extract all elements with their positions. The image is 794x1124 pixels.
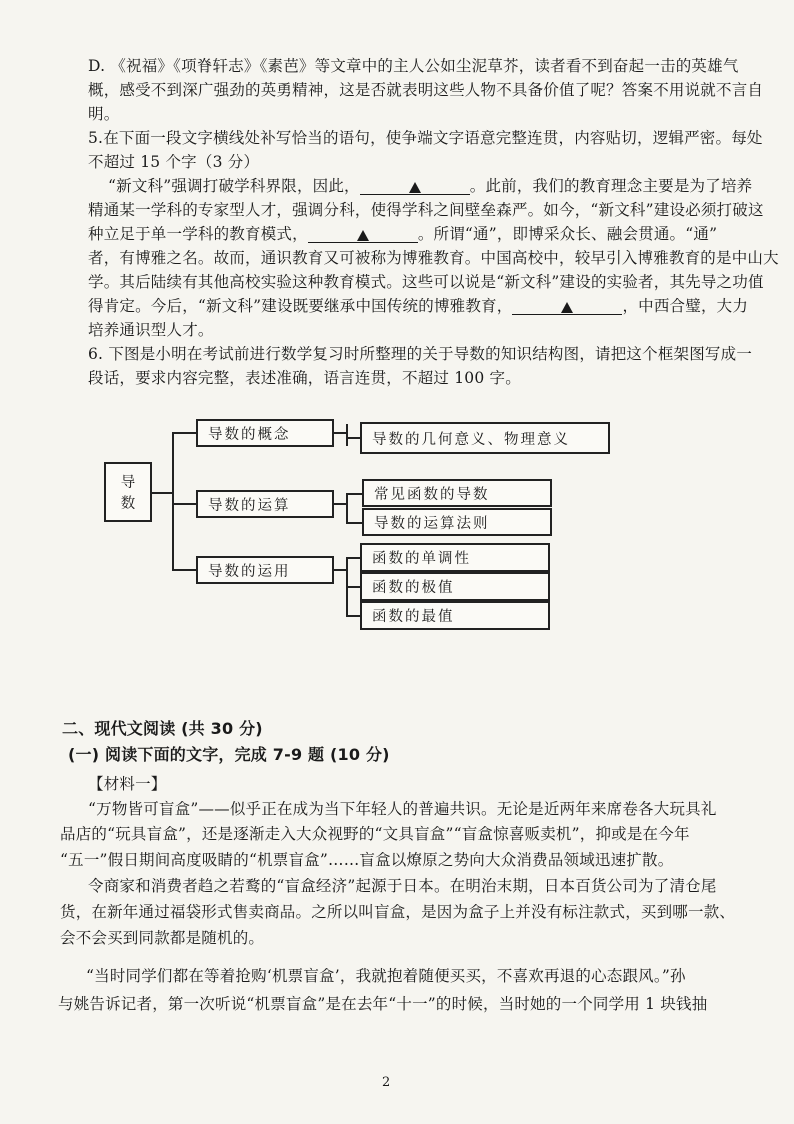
q5-text: 。此前，我们的教育理念主要是为了培养: [469, 177, 753, 195]
branch-box-operation: 导数的运算: [196, 490, 334, 518]
q5-passage-line-6: [88, 294, 748, 316]
q5-text: 。所谓“通”，即博采众长、融会贯通。“通”: [417, 225, 718, 243]
triangle-icon: [357, 230, 369, 241]
subsection-heading: (一) 阅读下面的文字，完成 7-9 题 (10 分): [68, 745, 390, 764]
leaf-box: 导数的运算法则: [362, 508, 552, 536]
triangle-icon: [409, 182, 421, 193]
q5-passage-line-3: [88, 222, 717, 244]
reading-line-5: 货，在新年通过福袋形式售卖商品。之所以叫盲盒，是因为盒子上并没有标注款式，买到哪一款、: [60, 903, 736, 921]
option-d-line-1: D. 《祝福》《项脊轩志》《素芭》等文章中的主人公如尘泥草芥，读者看不到奋起一击的英雄气: [88, 57, 739, 75]
root-box: [104, 462, 152, 522]
bracket-line: [346, 424, 348, 446]
answer-blank-2[interactable]: [308, 226, 418, 243]
q5-text: 种立足于单一学科的教育模式，: [88, 225, 308, 243]
q6-prompt-line-1: 6. 下图是小明在考试前进行数学复习时所整理的关于导数的知识结构图，请把这个框架图写成一: [88, 345, 753, 363]
reading-line-7: “当时同学们都在等着抢购‘机票盲盒’，我就抱着随便买买，不喜欢再退的心态跟风。”孙: [86, 967, 686, 985]
q5-text: 得肯定。今后，“新文科”建设既要继承中国传统的博雅教育，: [88, 297, 513, 315]
q5-prompt-line-2: 不超过 15 个字（3 分）: [88, 153, 260, 171]
section-heading: 二、现代文阅读 (共 30 分): [62, 719, 263, 738]
root-label: 数: [120, 496, 136, 512]
connector-line: [172, 432, 198, 434]
reading-line-2: 品店的“玩具盲盒”，还是逐渐走入大众视野的“文具盲盒”“盲盒惊喜贩卖机”，抑或是在今年: [60, 825, 690, 843]
connector-line: [152, 492, 174, 494]
root-label: 导: [120, 475, 136, 491]
leaf-box: 函数的最值: [360, 601, 550, 630]
q5-passage-line-4: 者，有博雅之名。故而，通识教育又可被称为博雅教育。中国高校中，较早引入博雅教育的是中山大: [88, 249, 779, 267]
material-label: 【材料一】: [88, 775, 167, 793]
reading-line-1: “万物皆可盲盒”——似乎正在成为当下年轻人的普遍共识。无论是近两年来席卷各大玩具礼: [88, 800, 717, 818]
q5-prompt-line-1: 5.在下面一段文字横线处补写恰当的语句，使争端文字语意完整连贯，内容贴切，逻辑严密。每处: [88, 129, 763, 147]
option-d-line-3: 明。: [88, 105, 120, 123]
reading-line-8: 与姚告诉记者，第一次听说“机票盲盒”是在去年“十一”的时候，当时她的一个同学用 1 块钱抽: [58, 995, 708, 1013]
reading-line-6: 会不会买到同款都是随机的。: [60, 929, 265, 947]
reading-line-3: “五一”假日期间高度吸睛的“机票盲盒”……盲盒以燎原之势向大众消费品领域迅速扩散。: [60, 851, 674, 869]
q5-passage-line-2: 精通某一学科的专家型人才，强调分科，使得学科之间壁垒森严。如今，“新文科”建设必须打破这: [88, 201, 764, 219]
branch-box-application: 导数的运用: [196, 556, 334, 584]
q5-passage-line-5: 学。其后陆续有其他高校实验这种教育模式。这些可以说是“新文科”建设的实验者，其先导之功值: [88, 273, 764, 291]
answer-blank-1[interactable]: [360, 178, 470, 195]
leaf-box: 函数的极值: [360, 572, 550, 601]
q5-passage-line-7: 培养通识型人才。: [88, 321, 214, 339]
answer-blank-3[interactable]: [512, 298, 622, 315]
bracket-line: [172, 432, 174, 571]
leaf-box: 常见函数的导数: [362, 479, 552, 507]
triangle-icon: [561, 302, 573, 313]
option-d-line-2: 概，感受不到深广强劲的英勇精神，这是否就表明这些人物不具备价值了呢？答案不用说就不言自: [88, 81, 764, 99]
leaf-box: 导数的几何意义、物理意义: [360, 422, 610, 454]
reading-line-4: 令商家和消费者趋之若鹜的“盲盒经济”起源于日本。在明治末期，日本百货公司为了清仓尾: [88, 877, 717, 895]
branch-box-concept: 导数的概念: [196, 419, 334, 447]
q5-text: “新文科”强调打破学科界限，因此，: [108, 177, 360, 195]
connector-line: [172, 503, 198, 505]
bracket-line: [346, 493, 348, 524]
page-number: 2: [382, 1075, 391, 1090]
q5-text: ，中西合璧，大力: [622, 297, 749, 315]
connector-line: [172, 569, 198, 571]
q6-prompt-line-2: 段话，要求内容完整，表述准确，语言连贯，不超过 100 字。: [88, 369, 521, 387]
leaf-box: 函数的单调性: [360, 543, 550, 572]
q5-passage-line-1: [108, 174, 752, 196]
